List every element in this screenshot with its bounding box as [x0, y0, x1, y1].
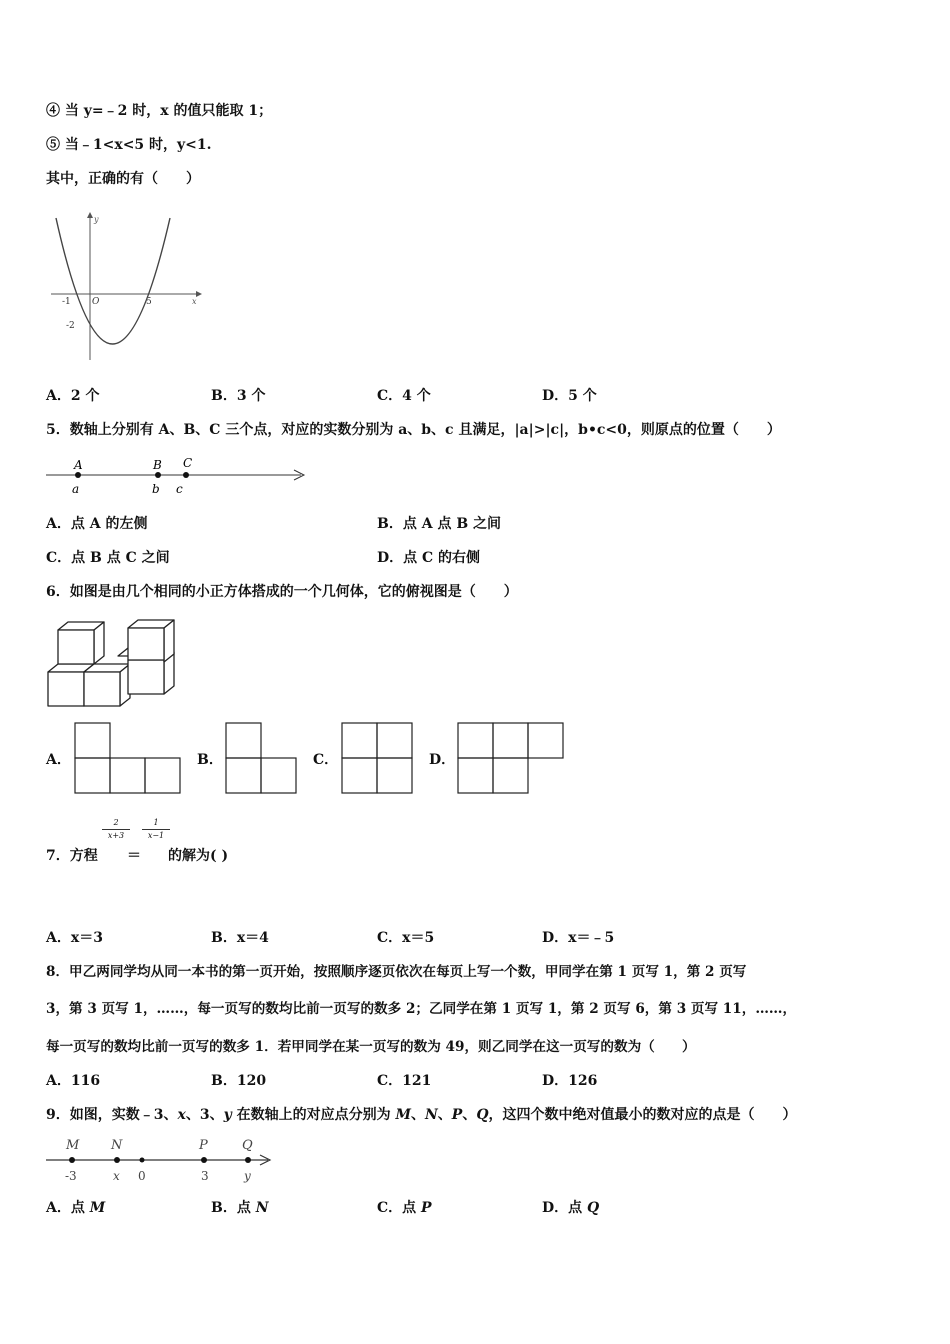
- q9-stem-a: 9．如图，实数﹣3、: [46, 1107, 178, 1123]
- q9-var-P: P: [451, 1107, 463, 1123]
- graph-x-arrow: [196, 291, 202, 297]
- q5-number-line: [46, 452, 311, 498]
- q9-stem: [46, 1105, 797, 1125]
- graph-y-label: y: [94, 215, 99, 224]
- q5-option-a[interactable]: A．点 A 的左侧: [46, 516, 148, 532]
- q6-stem: 6．如图是由几个相同的小正方体搭成的一个几何体，它的俯视图是（ ）: [46, 584, 518, 600]
- q9-option-d-pre: D．点: [542, 1200, 588, 1216]
- q7-fraction-right: [142, 818, 170, 841]
- q7-option-b[interactable]: B．x＝4: [211, 930, 269, 946]
- graph-y-arrow: [87, 212, 93, 218]
- graph-five-label: 5: [146, 297, 152, 307]
- q8-option-d[interactable]: D．126: [542, 1073, 598, 1089]
- q5-stem: 5．数轴上分别有 A、B、C 三个点，对应的实数分别为 a、b、c 且满足，|a|>|c|，b•c<0，则原点的位置（ ）: [46, 422, 781, 438]
- parabola-graph: [46, 210, 206, 365]
- q9-var-Q: Q: [476, 1107, 489, 1123]
- q9-tick-neg3: -3: [65, 1169, 77, 1183]
- q6-option-c-label[interactable]: C．: [313, 752, 339, 768]
- q7-option-a[interactable]: A．x＝3: [46, 930, 103, 946]
- q7-option-c[interactable]: C．x＝5: [377, 930, 435, 946]
- q6-cube-5-side: [164, 620, 174, 662]
- q5-point-c: [183, 472, 189, 478]
- q7-frac2-den: x−1: [147, 831, 165, 840]
- q9-label-N: N: [111, 1138, 123, 1153]
- q5-label-A: A: [74, 458, 83, 472]
- q5-point-a: [75, 472, 81, 478]
- q4-stem: 其中，正确的有（ ）: [46, 171, 200, 187]
- q9-option-c[interactable]: [377, 1198, 432, 1218]
- q9-label-P: P: [199, 1138, 208, 1153]
- graph-neg1-label: -1: [62, 297, 71, 307]
- q4-option-c[interactable]: C．4 个: [377, 388, 431, 404]
- q4-item-5: ⑤ 当﹣1<x<5 时，y<1.: [46, 137, 212, 153]
- q9-stem-c: ，这四个数中绝对值最小的数对应的点是（ ）: [488, 1107, 797, 1123]
- q9-label-Q: Q: [242, 1138, 253, 1153]
- q9-option-b[interactable]: [211, 1198, 269, 1218]
- q6-option-c-figure[interactable]: [341, 722, 414, 794]
- q6-option-d-figure[interactable]: [457, 722, 565, 794]
- q8-stem-line-1: 8．甲乙两同学均从同一本书的第一页开始，按照顺序逐页依次在每页上写一个数，甲同学在第 1 页写 1，第 2 页写: [46, 964, 747, 980]
- q6-option-a-label[interactable]: A．: [46, 752, 71, 768]
- q6-option-a-figure[interactable]: [74, 722, 182, 794]
- q6-option-b-figure[interactable]: [225, 722, 298, 794]
- graph-x-label: x: [192, 297, 197, 306]
- q5-label-b: b: [152, 482, 160, 496]
- q9-sep-2: 、: [410, 1107, 425, 1123]
- q9-point-N: [114, 1157, 120, 1163]
- q8-option-b[interactable]: B．120: [211, 1073, 267, 1089]
- q8-stem-line-2: 3，第 3 页写 1，……，每一页写的数均比前一页写的数多 2；乙同学在第 1 页写 1，第 2 页写 6，第 3 页写 11，……，: [46, 1001, 797, 1017]
- q9-option-a[interactable]: [46, 1198, 105, 1218]
- q6-cube-2-front: [84, 672, 120, 706]
- q9-option-d[interactable]: [542, 1198, 599, 1218]
- q9-option-a-var: M: [89, 1200, 106, 1216]
- q7-stem-prefix: 7．方程: [46, 848, 98, 864]
- graph-neg2-label: -2: [66, 321, 75, 331]
- q9-point-P: [201, 1157, 207, 1163]
- q5-option-d[interactable]: D．点 C 的右侧: [377, 550, 481, 566]
- q4-item-4: ④ 当 y=﹣2 时，x 的值只能取 1；: [46, 103, 273, 119]
- q5-option-b[interactable]: B．点 A 点 B 之间: [377, 516, 502, 532]
- q8-stem-line-3: 每一页写的数均比前一页写的数多 1．若甲同学在某一页写的数为 49，则乙同学在这一页写的数为（ ）: [46, 1039, 696, 1055]
- graph-origin-label: O: [92, 297, 100, 307]
- q9-var-N: N: [424, 1107, 438, 1123]
- q7-frac2-num: 1: [153, 818, 159, 827]
- q9-sep-3: 、: [437, 1107, 452, 1123]
- q9-label-M: M: [66, 1138, 80, 1153]
- q9-tick-y: y: [244, 1169, 251, 1183]
- q9-var-x: x: [177, 1107, 186, 1123]
- q9-sep-1: 、3、: [185, 1107, 224, 1123]
- q9-tick-x: x: [113, 1169, 120, 1183]
- q7-option-d[interactable]: D．x＝﹣5: [542, 930, 615, 946]
- q6-cube-5-front: [128, 628, 164, 660]
- q5-point-b: [155, 472, 161, 478]
- q4-option-a[interactable]: A．2 个: [46, 388, 100, 404]
- q6-cube-1-front: [48, 672, 84, 706]
- q7-frac1-den: x+3: [107, 831, 125, 840]
- q9-option-b-var: N: [255, 1200, 269, 1216]
- q8-option-c[interactable]: C．121: [377, 1073, 432, 1089]
- q6-cube-3-side: [94, 622, 104, 664]
- q7-stem-suffix: 的解为( ): [168, 848, 229, 864]
- q9-point-zero: [140, 1158, 145, 1163]
- q6-cube-4-front: [128, 660, 164, 694]
- q7-frac2-bar: [142, 829, 170, 830]
- q7-equals: ＝: [127, 848, 141, 864]
- q4-option-d[interactable]: D．5 个: [542, 388, 597, 404]
- q9-var-y: y: [223, 1107, 232, 1123]
- q9-point-Q: [245, 1157, 251, 1163]
- q7-frac1-num: 2: [113, 818, 119, 827]
- q9-sep-4: 、: [462, 1107, 477, 1123]
- q6-cube-figure: [46, 618, 181, 710]
- q9-option-c-pre: C．点: [377, 1200, 422, 1216]
- q9-number-line: [46, 1135, 276, 1187]
- q5-label-B: B: [153, 458, 162, 472]
- q6-cube-3-front: [58, 630, 94, 664]
- q9-option-c-var: P: [421, 1200, 432, 1216]
- q9-tick-three: 3: [201, 1169, 209, 1183]
- q5-label-c: c: [176, 482, 183, 496]
- q9-tick-zero: 0: [138, 1169, 146, 1183]
- q9-option-b-pre: B．点: [211, 1200, 256, 1216]
- q5-option-c[interactable]: C．点 B 点 C 之间: [46, 550, 170, 566]
- q5-label-a: a: [72, 482, 80, 496]
- q7-fraction-left: [102, 818, 130, 841]
- q9-point-M: [69, 1157, 75, 1163]
- q8-option-a[interactable]: A．116: [46, 1073, 101, 1089]
- q6-option-d-label[interactable]: D．: [429, 752, 456, 768]
- q9-var-M: M: [395, 1107, 411, 1123]
- q5-label-C: C: [183, 456, 193, 470]
- q9-option-d-var: Q: [587, 1200, 600, 1216]
- q9-option-a-pre: A．点: [46, 1200, 90, 1216]
- q9-stem-b: 在数轴上的对应点分别为: [231, 1107, 396, 1123]
- q6-option-b-label[interactable]: B．: [197, 752, 223, 768]
- q4-option-b[interactable]: B．3 个: [211, 388, 266, 404]
- q7-frac1-bar: [102, 829, 130, 830]
